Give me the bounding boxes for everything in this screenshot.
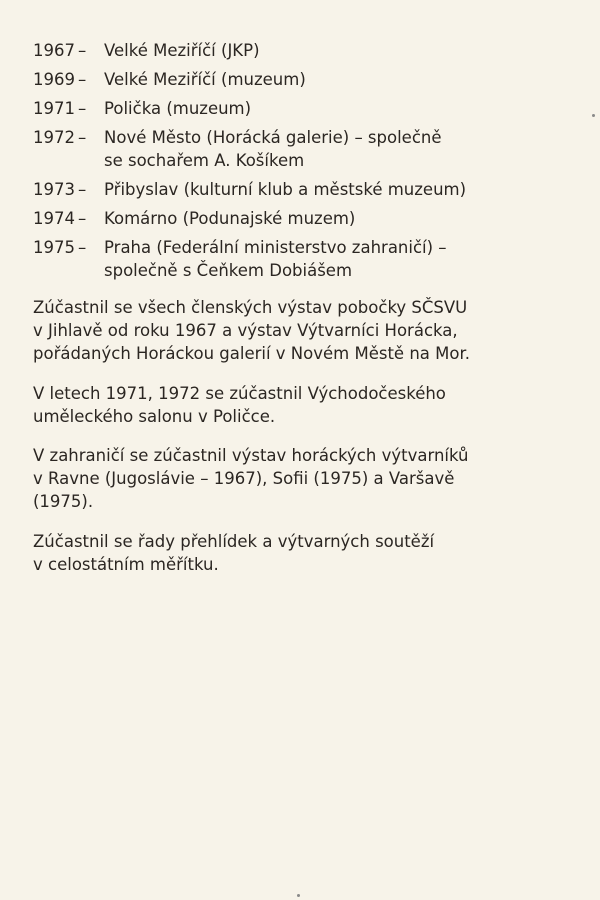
paragraph-line: v celostátním měřítku.	[33, 554, 219, 574]
entry-dash: –	[78, 99, 87, 118]
paper-speck	[297, 894, 300, 897]
exhibition-entry	[33, 236, 593, 282]
entry-text-continued: se sochařem A. Košíkem	[104, 151, 305, 170]
entry-text: Velké Meziříčí (muzeum)	[104, 70, 306, 89]
body-paragraphs	[33, 296, 593, 576]
entry-text: Velké Meziříčí (JKP)	[104, 41, 260, 60]
paragraph-line: (1975).	[33, 492, 94, 511]
paragraph-line: v Ravne (Jugoslávie – 1967), Sofii (1975) a Varšavě	[33, 469, 455, 488]
entry-text: Nové Město (Horácká galerie) – společně	[104, 128, 442, 147]
exhibition-entry	[33, 126, 593, 172]
paragraph-competitions	[33, 530, 593, 576]
entry-year: 1973	[33, 180, 75, 199]
paragraph-member-exhibitions	[33, 296, 593, 365]
entry-year: 1974	[33, 209, 75, 228]
paragraph-line: uměleckého salonu v Poličce.	[33, 406, 276, 426]
document-page	[33, 39, 593, 592]
entry-text: Polička (muzeum)	[104, 99, 252, 118]
entry-dash: –	[78, 180, 87, 199]
exhibition-entry	[33, 68, 593, 91]
entry-year: 1972	[33, 128, 75, 147]
entry-dash: –	[78, 41, 87, 60]
paragraph-line: v Jihlavě od roku 1967 a výstav Výtvarníci Horácka,	[33, 321, 458, 340]
exhibition-entry	[33, 207, 593, 230]
paragraph-line: V zahraničí se zúčastnil výstav horáckých výtvarníků	[33, 446, 469, 465]
entry-year: 1971	[33, 99, 75, 118]
entry-dash: –	[78, 70, 87, 89]
entry-year: 1969	[33, 70, 75, 89]
entry-text-continued: společně s Čeňkem Dobiášem	[104, 261, 353, 280]
paragraph-line: Zúčastnil se řady přehlídek a výtvarných soutěží	[33, 531, 435, 551]
entry-text: Praha (Federální ministerstvo zahraničí) –	[104, 238, 447, 257]
paragraph-abroad	[33, 444, 593, 513]
paragraph-salon	[33, 382, 593, 428]
entry-dash: –	[78, 209, 87, 228]
entry-text: Komárno (Podunajské muzem)	[104, 209, 356, 228]
exhibition-list	[33, 39, 593, 282]
exhibition-entry	[33, 178, 593, 201]
entry-dash: –	[78, 238, 87, 257]
entry-year: 1975	[33, 238, 75, 257]
entry-text: Přibyslav (kulturní klub a městské muzeum)	[104, 180, 467, 199]
paragraph-line: pořádaných Horáckou galerií v Novém Městě na Mor.	[33, 344, 470, 363]
entry-year: 1967	[33, 41, 75, 60]
entry-dash: –	[78, 128, 87, 147]
paragraph-line: Zúčastnil se všech členských výstav pobočky SČSVU	[33, 298, 468, 317]
paper-speck	[592, 114, 595, 117]
exhibition-entry	[33, 97, 593, 120]
exhibition-entry	[33, 39, 593, 62]
paragraph-line: V letech 1971, 1972 se zúčastnil Východočeského	[33, 383, 446, 403]
